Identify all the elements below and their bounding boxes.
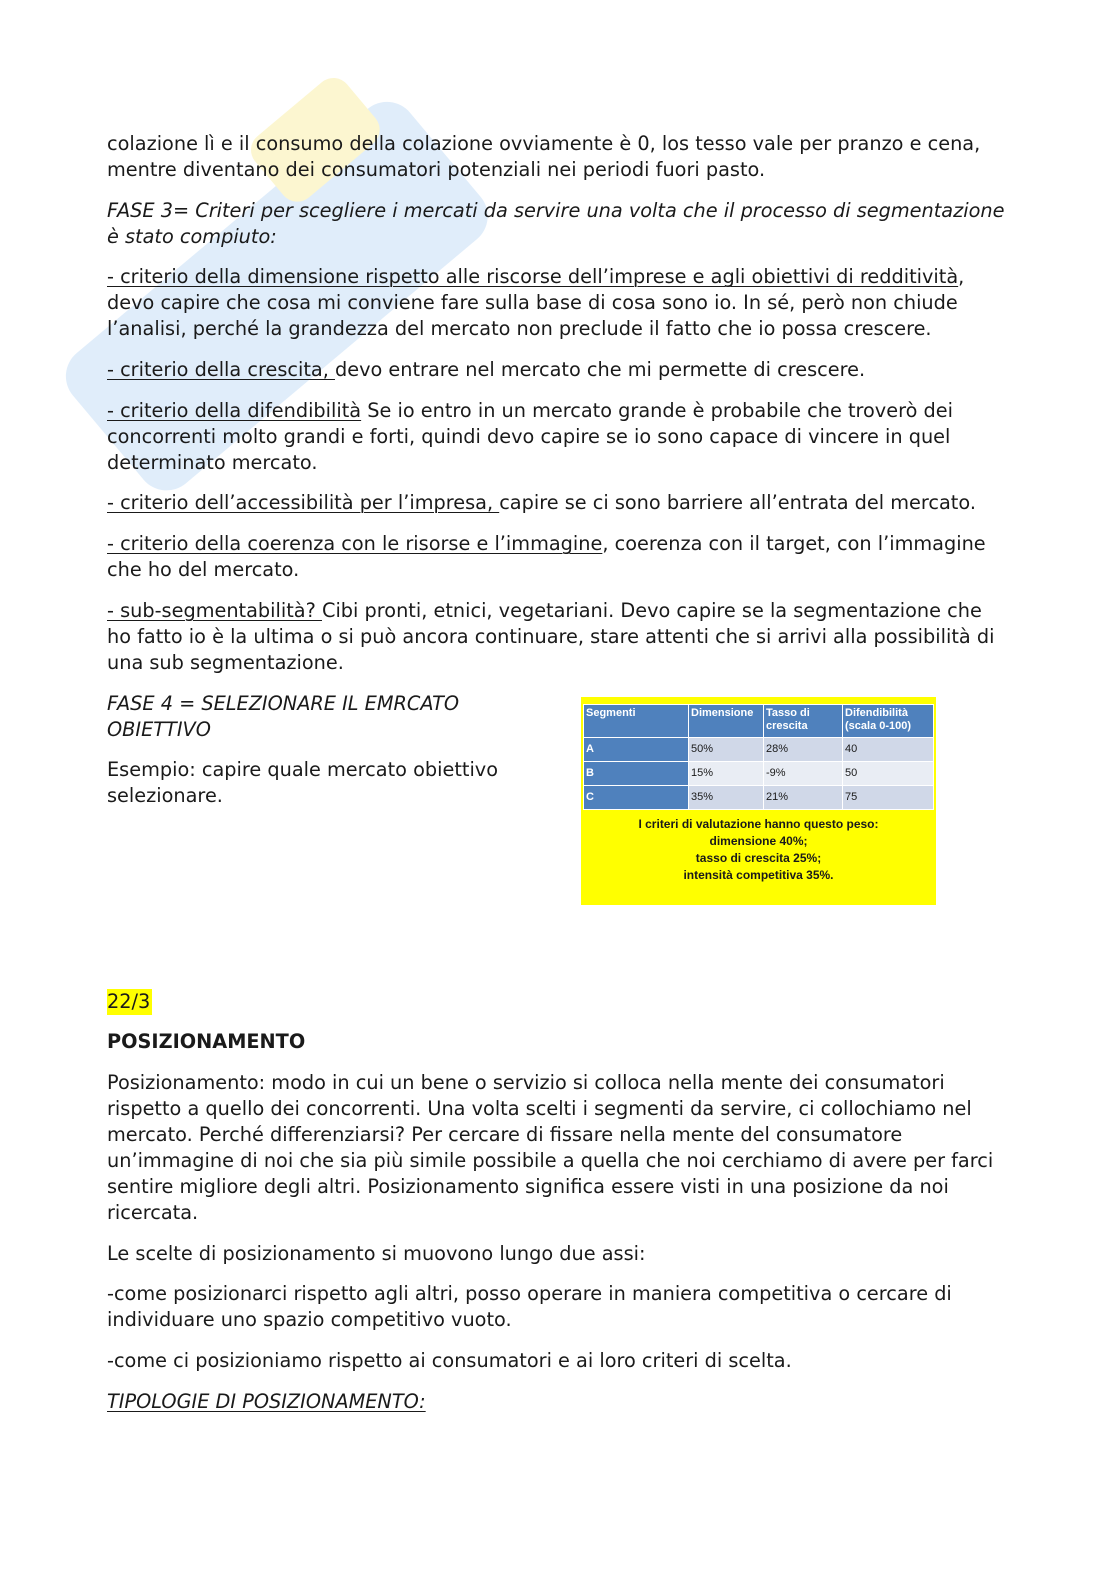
fase4-section bbox=[107, 691, 1007, 989]
segment-table bbox=[583, 704, 934, 810]
paragraph: Posizionamento: modo in cui un bene o servizio si colloca nella mente dei consumatori rispetto a quello dei concorrenti. Una volta scelti i segmenti da servire, ci collochiamo nel mercato. Perché differenziarsi? Per cercare di fissare nella mente del consumatore un’immagine di noi che sia più simile possibile a quella che noi cerchiamo di avere per farci sentire migliore degli altri. Posizionamento significa essere visti in una posizione da noi ricercata. bbox=[107, 1070, 994, 1224]
table-row: A 50% 28% 40 bbox=[584, 737, 934, 761]
section-heading: POSIZIONAMENTO bbox=[107, 1030, 306, 1054]
criterion-crescita: - criterio della crescita, devo entrare nel mercato che mi permette di crescere. bbox=[107, 358, 866, 382]
table-header: Segmenti bbox=[584, 704, 689, 737]
fase3-heading: FASE 3= Criteri per scegliere i mercati da servire una volta che il processo di segmentazione è stato compiuto: bbox=[107, 198, 1005, 248]
fase4-heading: FASE 4 = SELEZIONARE IL EMRCATO OBIETTIVO bbox=[107, 691, 460, 741]
criterion-coerenza: - criterio della coerenza con le risorse e l’immagine, coerenza con il target, con l’immagine che ho del mercato. bbox=[107, 532, 986, 582]
paragraph: colazione lì e il consumo della colazione ovviamente è 0, los tesso vale per pranzo e cena, mentre diventano dei consumatori potenziali nei periodi fuori pasto. bbox=[107, 132, 981, 181]
tipologie-heading: TIPOLOGIE DI POSIZIONAMENTO: bbox=[107, 1389, 426, 1413]
criterion-difendibilita: - criterio della difendibilità Se io entro in un mercato grande è probabile che troverò dei concorrenti molto grandi e forti, quindi devo capire se io sono capace di vincere in quel determinato mercato. bbox=[107, 398, 953, 474]
segment-table-image bbox=[581, 697, 936, 905]
criterion-sub-segmentabilita: - sub-segmentabilità? Cibi pronti, etnici, vegetariani. Devo capire se la segmentazione che ho fatto io è la ultima o si può ancora continuare, stare attenti che si arrivi alla possibilità di una sub segmentazione. bbox=[107, 598, 995, 674]
table-header: Difendibilità (scala 0-100) bbox=[843, 704, 934, 737]
table-note: I criteri di valutazione hanno questo peso: dimensione 40%; tasso di crescita 25%; intensità competitiva 35%. bbox=[638, 816, 879, 882]
table-row: C 35% 21% 75 bbox=[584, 785, 934, 809]
table-row: B 15% -9% 50 bbox=[584, 761, 934, 785]
criterion-accessibilita: - criterio dell’accessibilità per l’impresa, capire se ci sono barriere all’entrata del mercato. bbox=[107, 491, 976, 515]
criterion-dimensione: - criterio della dimensione rispetto alle riscorse dell’imprese e agli obiettivi di redditività, devo capire che cosa mi conviene fare sulla base di cosa sono io. In sé, però non chiude l’analisi, perché la grandezza del mercato non preclude il fatto che io possa crescere. bbox=[107, 265, 965, 341]
document-page bbox=[107, 131, 1007, 1429]
date-highlight: 22/3 bbox=[107, 989, 151, 1013]
paragraph: Le scelte di posizionamento si muovono lungo due assi: bbox=[107, 1241, 646, 1265]
paragraph: -come ci posizioniamo rispetto ai consumatori e ai loro criteri di scelta. bbox=[107, 1348, 792, 1372]
fase4-text bbox=[107, 691, 547, 824]
table-header: Tasso di crescita bbox=[764, 704, 843, 737]
esempio-text: Esempio: capire quale mercato obiettivo selezionare. bbox=[107, 758, 499, 808]
paragraph: -come posizionarci rispetto agli altri, posso operare in maniera competitiva o cercare di individuare uno spazio competitivo vuoto. bbox=[107, 1282, 952, 1332]
table-header: Dimensione bbox=[689, 704, 764, 737]
